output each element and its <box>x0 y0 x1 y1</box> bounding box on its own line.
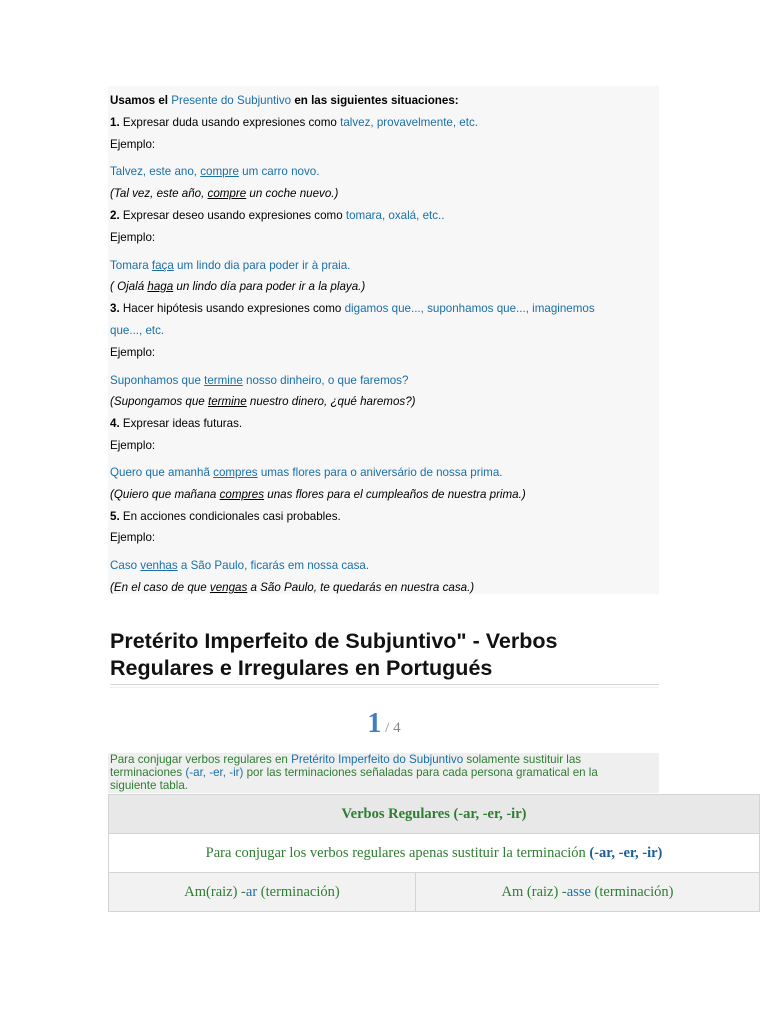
example-verb: compres <box>219 488 265 501</box>
example-label: Ejemplo: <box>110 138 156 151</box>
example-text: Talvez, este ano, <box>110 165 201 178</box>
example-verb: termine <box>204 374 243 387</box>
example-label: Ejemplo: <box>110 439 156 452</box>
section-title-line-1: Pretérito Imperfeito de Subjuntivo" - Verbos <box>110 629 558 653</box>
example-text-end: nosso dinheiro, o que faremos? <box>242 374 409 387</box>
item-terms: talvez, provavelmente, etc. <box>340 116 478 129</box>
example-portuguese <box>110 164 319 180</box>
example-text-end: nuestro dinero, ¿qué haremos?) <box>246 395 416 408</box>
usage-item-4 <box>110 416 242 432</box>
cell-text-end: (terminación) <box>257 883 340 900</box>
intro-line-2 <box>108 766 659 779</box>
item-number: 4. <box>110 417 120 430</box>
example-verb: compre <box>200 165 239 178</box>
total-pages: / 4 <box>381 720 401 736</box>
item-terms-continued: que..., etc. <box>110 324 165 337</box>
example-spanish <box>110 279 365 295</box>
example-verb: termine <box>207 395 247 408</box>
example-spanish <box>110 487 526 503</box>
example-text-end: um lindo dia para poder ir à praia. <box>173 259 351 272</box>
example-portuguese <box>110 258 350 274</box>
example-text: (Tal vez, este año, <box>110 187 208 200</box>
table-row <box>109 873 760 912</box>
example-text: (Quiero que mañana <box>110 488 220 501</box>
example-text-end: umas flores para o aniversário de nossa prima. <box>257 466 503 479</box>
example-text-end: un lindo día para poder ir a la playa.) <box>173 280 366 293</box>
item-number: 3. <box>110 302 120 315</box>
example-verb: compres <box>213 466 258 479</box>
subheader-text: Para conjugar los verbos regulares apenas sustituir la terminación <box>205 844 590 861</box>
subheader-terms: (-ar, -er, -ir) <box>589 844 663 861</box>
intro-terms: (-ar, -er, -ir) <box>185 766 244 779</box>
intro-line-3: siguiente tabla. <box>110 779 188 792</box>
example-text: Tomara <box>110 259 152 272</box>
heading-text: Usamos el <box>110 94 172 107</box>
example-verb: venhas <box>140 559 178 572</box>
item-text: Expresar ideas futuras. <box>119 417 243 430</box>
example-text: Caso <box>110 559 141 572</box>
example-spanish <box>110 580 474 596</box>
intro-text-end: por las terminaciones señaladas para cada persona gramatical en la <box>243 766 598 779</box>
item-terms: tomara, oxalá, etc.. <box>345 209 445 222</box>
conjugation-intro <box>108 753 659 793</box>
table-header-row <box>109 795 760 834</box>
usage-item-2 <box>110 208 444 224</box>
table-cell-right <box>416 873 760 912</box>
example-verb: compre <box>207 187 247 200</box>
item-terms: digamos que..., suponhamos que..., imaginemos <box>344 302 595 315</box>
table-subheader <box>109 834 760 873</box>
table-cell-left <box>109 873 416 912</box>
cell-ending: ar <box>245 883 258 900</box>
table-header: Verbos Regulares (-ar, -er, -ir) <box>109 795 760 834</box>
example-spanish <box>110 186 338 202</box>
intro-text-end: solamente sustituir las <box>463 753 582 766</box>
example-verb: vengas <box>209 581 248 594</box>
cell-text-end: (terminación) <box>590 883 674 900</box>
example-text: (Supongamos que <box>110 395 208 408</box>
example-portuguese <box>110 558 369 574</box>
heading-text-end: en las siguientes situaciones: <box>291 94 459 107</box>
example-text: Suponhamos que <box>110 374 205 387</box>
item-text: Expresar duda usando expresiones como <box>119 116 341 129</box>
example-verb: faça <box>151 259 174 272</box>
example-portuguese <box>110 373 408 389</box>
preterito-imperfeito-link[interactable]: Pretérito Imperfeito do Subjuntivo <box>291 753 464 766</box>
title-divider <box>110 684 659 688</box>
item-number: 1. <box>110 116 120 129</box>
intro-line-1 <box>108 753 659 766</box>
usage-heading <box>110 93 459 109</box>
item-number: 2. <box>110 209 120 222</box>
example-text: Quero que amanhã <box>110 466 214 479</box>
current-page: 1 <box>367 708 382 739</box>
item-text: Expresar deseo usando expresiones como <box>119 209 346 222</box>
usage-item-5 <box>110 509 341 525</box>
example-text-end: um carro novo. <box>238 165 320 178</box>
example-text: (En el caso de que <box>110 581 210 594</box>
cell-ending: asse <box>566 883 591 900</box>
example-label: Ejemplo: <box>110 346 156 359</box>
cell-text: Am(raiz) - <box>184 883 246 900</box>
intro-text: Para conjugar verbos regulares en <box>110 753 292 766</box>
section-title-line-2: Regulares e Irregulares en Portugués <box>110 656 493 680</box>
item-text: En acciones condicionales casi probables. <box>119 510 341 523</box>
example-text-end: un coche nuevo.) <box>246 187 339 200</box>
example-text: ( Ojalá <box>110 280 148 293</box>
example-text-end: unas flores para el cumpleaños de nuestra prima.) <box>264 488 526 501</box>
usage-item-1 <box>110 115 478 131</box>
intro-text: terminaciones <box>110 766 186 779</box>
example-spanish <box>110 394 416 410</box>
example-label: Ejemplo: <box>110 531 156 544</box>
example-verb: haga <box>147 280 174 293</box>
example-text-end: a São Paulo, te quedarás en nuestra casa.) <box>247 581 475 594</box>
conjugation-table <box>108 794 760 912</box>
item-text: Hacer hipótesis usando expresiones como <box>119 302 345 315</box>
cell-text: Am (raiz) - <box>501 883 567 900</box>
example-label: Ejemplo: <box>110 231 156 244</box>
presente-subjuntivo-link[interactable]: Presente do Subjuntivo <box>171 94 292 107</box>
page-indicator <box>0 708 768 740</box>
usage-item-3 <box>110 301 595 317</box>
example-text-end: a São Paulo, ficarás em nossa casa. <box>177 559 370 572</box>
item-number: 5. <box>110 510 120 523</box>
table-subheader-row <box>109 834 760 873</box>
example-portuguese <box>110 465 502 481</box>
